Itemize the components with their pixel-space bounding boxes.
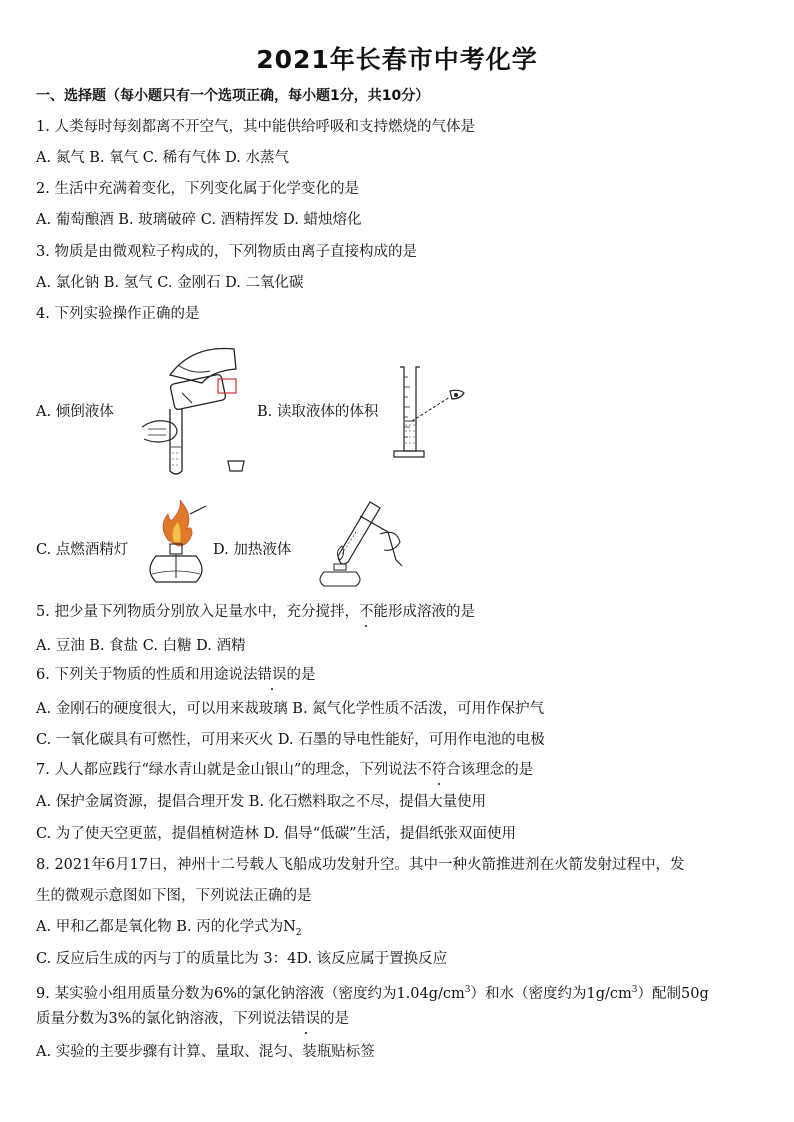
- question-6-options-cd: C. 一氧化碳具有可燃性，可用来灭火 D. 石墨的导电性能好，可用作电池的电极: [36, 732, 545, 748]
- question-8-stem-line2: 生的微观示意图如下图，下列说法正确的是: [36, 888, 312, 904]
- question-1-options: A. 氮气 B. 氧气 C. 稀有气体 D. 水蒸气: [36, 150, 290, 166]
- pouring-liquid-figure: [132, 335, 252, 475]
- question-6-stem: 6. 下列关于物质的性质和用途说法错误的是: [36, 667, 316, 683]
- lighting-alcohol-lamp-figure: [140, 500, 210, 586]
- question-4-option-d: D. 加热液体: [213, 542, 292, 558]
- question-2-stem: 2. 生活中充满着变化，下列变化属于化学变化的是: [36, 181, 359, 197]
- question-5-options: A. 豆油 B. 食盐 C. 白糖 D. 酒精: [36, 638, 246, 654]
- question-3-stem: 3. 物质是由微观粒子构成的，下列物质由离子直接构成的是: [36, 244, 417, 260]
- reading-cylinder-figure: [390, 365, 470, 461]
- question-8-stem-line1: 8. 2021年6月17日，神州十二号载人飞船成功发射升空。其中一种火箭推进剂在火箭发射过程中，发: [36, 857, 685, 873]
- question-4-option-a: A. 倾倒液体: [36, 404, 114, 420]
- question-7-stem: 7. 人人都应践行“绿水青山就是金山银山”的理念，下列说法不符合该理念的是: [36, 762, 534, 778]
- question-7-options-ab: A. 保护金属资源，提倡合理开发 B. 化石燃料取之不尽，提倡大量使用: [36, 794, 487, 810]
- heating-liquid-figure: [300, 494, 410, 588]
- question-9-stem-line1: 9. 某实验小组用质量分数为6%的氯化钠溶液（密度约为$1.04g/cm^3$）和水（密度约为$1g/cm^3$）配制50g: [36, 985, 709, 1002]
- question-9-stem-line2: 质量分数为3%的氯化钠溶液，下列说法错误的是: [36, 1011, 350, 1027]
- question-1-stem: 1. 人类每时每刻都离不开空气，其中能供给呼吸和支持燃烧的气体是: [36, 119, 475, 135]
- question-3-options: A. 氯化钠 B. 氢气 C. 金刚石 D. 二氧化碳: [36, 275, 304, 291]
- question-5-stem: 5. 把少量下列物质分别放入足量水中，充分搅拌，不能形成溶液的是: [36, 604, 475, 620]
- question-9-option-a: A. 实验的主要步骤有计算、量取、混匀、装瓶贴标签: [36, 1044, 375, 1060]
- question-8-options-cd: C. 反应后生成的丙与丁的质量比为 3：4D. 该反应属于置换反应: [36, 951, 448, 967]
- question-4-option-b: B. 读取液体的体积: [257, 404, 379, 420]
- question-7-options-cd: C. 为了使天空更蓝，提倡植树造林 D. 倡导“低碳”生活，提倡纸张双面使用: [36, 826, 517, 842]
- page-title: 2021年长春市中考化学: [256, 45, 538, 74]
- question-8-options-ab: A. 甲和乙都是氧化物 B. 丙的化学式为$N_2$: [36, 919, 302, 938]
- question-2-options: A. 葡萄酿酒 B. 玻璃破碎 C. 酒精挥发 D. 蜡烛熔化: [36, 212, 362, 228]
- section-heading: 一、选择题（每小题只有一个选项正确，每小题1分，共10分）: [36, 88, 430, 104]
- question-6-options-ab: A. 金刚石的硬度很大，可以用来裁玻璃 B. 氮气化学性质不活泼，可用作保护气: [36, 701, 545, 717]
- question-4-stem: 4. 下列实验操作正确的是: [36, 306, 200, 322]
- question-4-option-c: C. 点燃酒精灯: [36, 542, 129, 558]
